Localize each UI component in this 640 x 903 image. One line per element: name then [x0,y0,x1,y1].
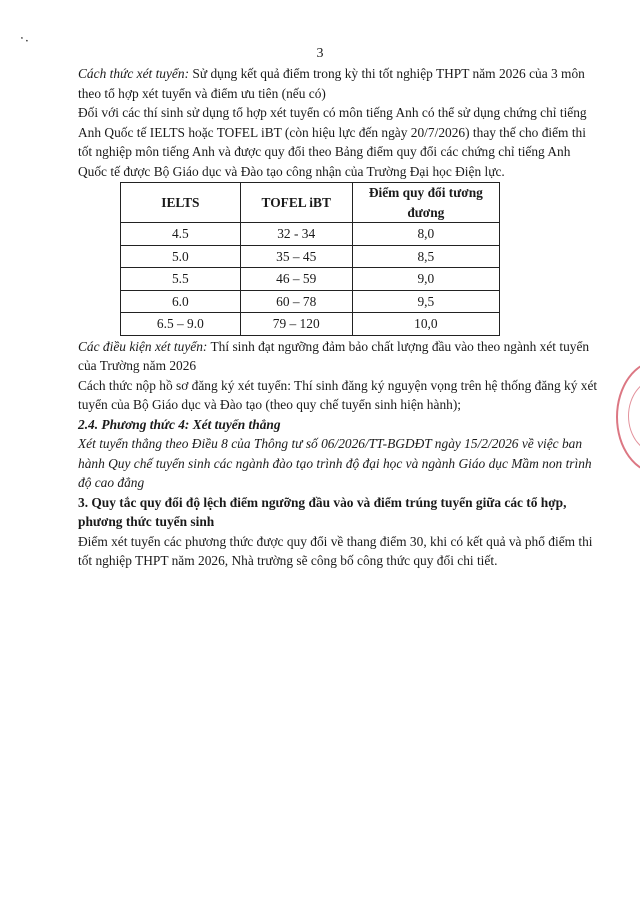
score-conversion-paragraph: Điểm xét tuyển các phương thức được quy đổi về thang điểm 30, khi có kết quả và phổ điểm thi tốt nghiệp THPT năm 2026, Nhà trường sẽ công bố công thức quy đổi chi tiết. [78,533,593,568]
table-row [121,223,500,246]
cell-score: 8,5 [352,245,499,268]
table-row [121,268,500,291]
table-row [121,245,500,268]
document-body [78,64,598,571]
cell-ielts: 6.5 – 9.0 [121,313,241,336]
cell-tofel: 60 – 78 [240,290,352,313]
cell-tofel: 32 - 34 [240,223,352,246]
page-number: 3 [316,46,324,61]
admission-method-paragraph [78,64,598,103]
scan-mark: ·. [18,30,30,47]
header-tofel: TOFEL iBT [240,183,352,223]
admission-conditions-paragraph [78,337,598,376]
cell-score: 9,5 [352,290,499,313]
cell-ielts: 4.5 [121,223,241,246]
header-ielts: IELTS [121,183,241,223]
english-certificate-paragraph: Đối với các thí sinh sử dụng tổ hợp xét tuyển có môn tiếng Anh có thể sử dụng chứng chỉ tiếng Anh Quốc tế IELTS hoặc TOFEL iBT (còn hiệu lực đến ngày 20/7/2026) thay thế cho điểm thi tốt nghiệp môn tiếng Anh và được quy đổi theo Bảng điểm quy đổi các chứng chỉ tiếng Anh Quốc tế được Bộ Giáo dục và Đào tạo công nhận của Trường Đại học Điện lực. [78,105,587,179]
admission-conditions-label: Các điều kiện xét tuyển: [78,338,208,354]
table-header-row [121,183,500,223]
cell-ielts: 5.5 [121,268,241,291]
direct-admission-paragraph: Xét tuyển thẳng theo Điều 8 của Thông tư số 06/2026/TT-BGDĐT ngày 15/2/2026 về việc ban hành Quy chế tuyển sinh các ngành đào tạo trình độ đại học và ngành Giáo dục Mầm non trình độ cao đẳng [78,436,592,490]
cell-ielts: 6.0 [121,290,241,313]
table-row [121,290,500,313]
score-conversion-table [120,182,500,336]
cell-score: 9,0 [352,268,499,291]
cell-tofel: 35 – 45 [240,245,352,268]
header-converted-score: Điểm quy đổi tương đương [352,183,499,223]
application-submission-paragraph: Cách thức nộp hồ sơ đăng ký xét tuyển: Thí sinh đăng ký nguyện vọng trên hệ thống đăng ký xét tuyển của Bộ Giáo dục và Đào tạo (theo quy chế tuyển sinh hiện hành); [78,377,598,412]
admission-method-label: Cách thức xét tuyển: [78,66,190,81]
cell-score: 10,0 [352,313,499,336]
section-3-heading: 3. Quy tắc quy đổi độ lệch điểm ngưỡng đầu vào và điểm trúng tuyển giữa các tổ hợp, phương thức tuyển sinh [78,494,567,529]
cell-score: 8,0 [352,223,499,246]
table-row [121,313,500,336]
cell-tofel: 46 – 59 [240,268,352,291]
conversion-table-wrapper [120,182,500,336]
cell-ielts: 5.0 [121,245,241,268]
cell-tofel: 79 – 120 [240,313,352,336]
section-2-4-heading: 2.4. Phương thức 4: Xét tuyển thẳng [78,416,281,432]
admission-method-text: Sử dụng kết quả điểm trong kỳ thi tốt nghiệp THPT năm 2026 của 3 môn theo tổ hợp xét tuyển và điểm ưu tiên (nếu có) [78,66,585,101]
admission-conditions-text: Thí sinh đạt ngưỡng đảm bảo chất lượng đầu vào theo ngành xét tuyển của Trường năm 2026 [78,338,590,373]
